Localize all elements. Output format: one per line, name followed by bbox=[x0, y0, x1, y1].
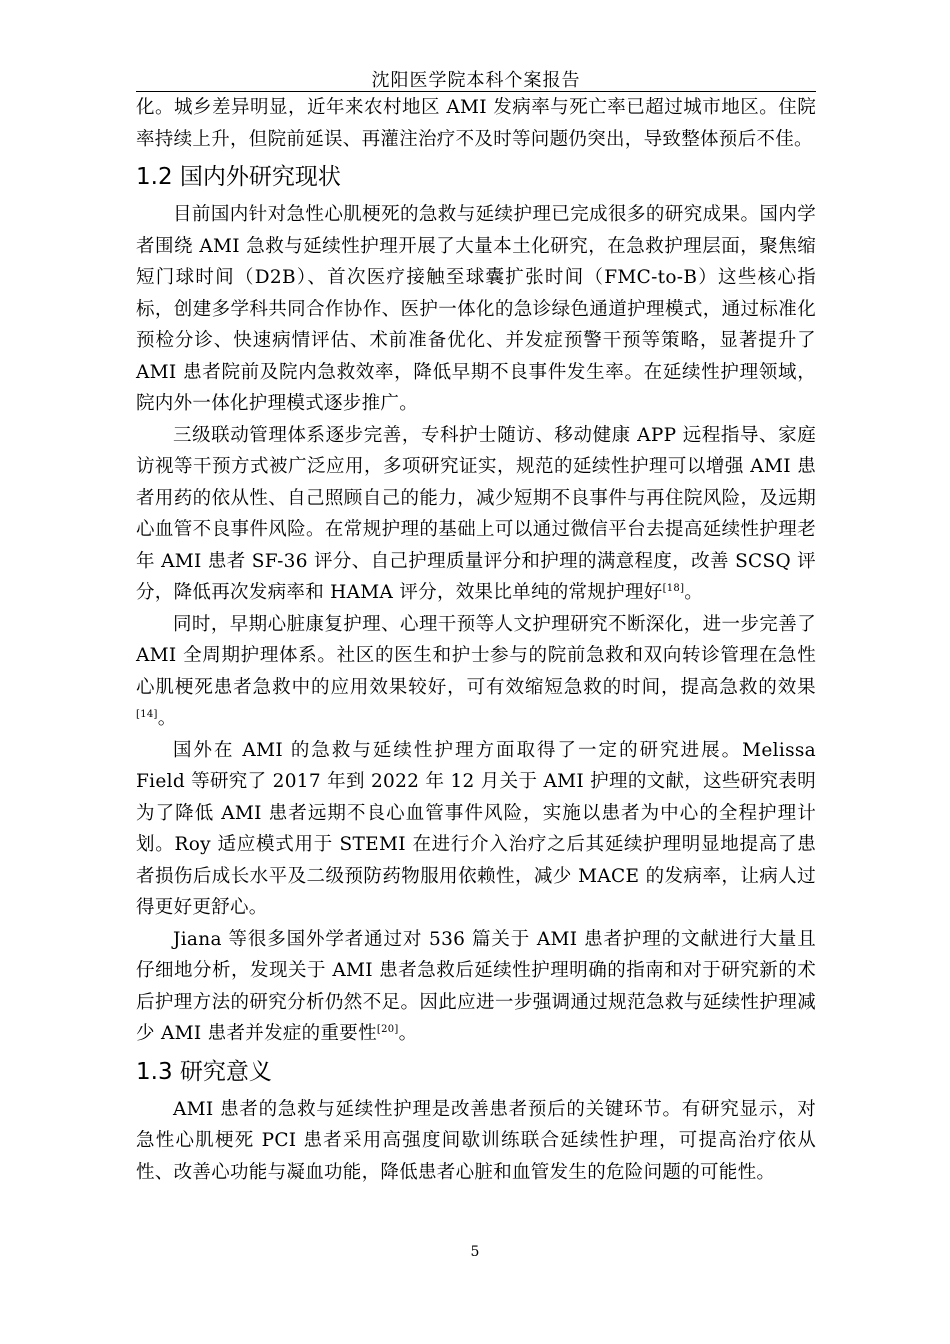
section-heading-1-2: 1.2 国内外研究现状 bbox=[136, 164, 341, 190]
paragraph-end: 。 bbox=[398, 1023, 418, 1044]
paragraph-rehabilitation bbox=[136, 609, 816, 735]
paragraph-continued: 化。城乡差异明显，近年来农村地区 AMI 发病率与死亡率已超过城市地区。住院率持续上升，但院前延误、再灌注治疗不及时等问题仍突出，导致整体预后不佳。 bbox=[136, 97, 816, 150]
paragraph-significance: AMI 患者的急救与延续性护理是改善患者预后的关键环节。有研究显示，对急性心肌梗死 PCI 患者采用高强度间歇训练联合延续性护理，可提高治疗依从性、改善心功能与凝血功能，降低患者心脏和血管发生的危险问题的可能性。 bbox=[136, 1098, 816, 1183]
running-header: 沈阳医学院本科个案报告 bbox=[371, 70, 581, 91]
paragraph-end: 。 bbox=[684, 582, 704, 603]
citation-18: [18] bbox=[662, 582, 685, 594]
paragraph-end: 。 bbox=[157, 708, 177, 729]
paragraph-domestic-research: 目前国内针对急性心肌梗死的急救与延续护理已完成很多的研究成果。国内学者围绕 AMI 急救与延续性护理开展了大量本土化研究，在急救护理层面，聚焦缩短门球时间（D2B）、首次医疗接触至球囊扩张时间（FMC-to-B）这些核心指标，创建多学科共同合作协作、医护一体化的急诊绿色通道护理模式，通过标准化预检分诊、快速病情评估、术前准备优化、并发症预警干预等策略，显著提升了 AMI 患者院前及院内急救效率，降低早期不良事件发生率。在延续性护理领域，院内外一体化护理模式逐步推广。 bbox=[136, 204, 817, 414]
paragraph-foreign-research: 国外在 AMI 的急救与延续性护理方面取得了一定的研究进展。Melissa Field 等研究了 2017 年到 2022 年 12 月关于 AMI 护理的文献，这些研究表明为了降低 AMI 患者远期不良心血管事件风险，实施以患者为中心的全程护理计划。Roy 适应模式用于 STEMI 在进行介入治疗之后其延续护理明显地提高了患者损伤后成长水平及二级预防药物服用依赖性，减少 MACE 的发病率，让病人过得更好更舒心。 bbox=[136, 739, 816, 918]
paragraph-continuity-care bbox=[136, 420, 816, 609]
paragraph-text: 同时，早期心脏康复护理、心理干预等人文护理研究不断深化，进一步完善了 AMI 全周期护理体系。社区的医生和护士参与的院前急救和双向转诊管理在急性心肌梗死患者急救中的应用效果较好，可有效缩短急救的时间，提高急救的效果 bbox=[136, 613, 817, 698]
citation-14: [14] bbox=[136, 708, 158, 720]
paragraph-text: 三级联动管理体系逐步完善，专科护士随访、移动健康 APP 远程指导、家庭访视等干预方式被广泛应用，多项研究证实，规范的延续性护理可以增强 AMI 患者用药的依从性、自己照顾自己的能力，减少短期不良事件与再住院风险，及远期心血管不良事件风险。在常规护理的基础上可以通过微信平台去提高延续性护理老年 AMI 患者 SF-36 评分、自己护理质量评分和护理的满意程度，改善 SCSQ 评分，降低再次发病率和 HAMA 评分，效果比单纯的常规护理好 bbox=[136, 424, 816, 603]
section-heading-1-3: 1.3 研究意义 bbox=[136, 1058, 272, 1085]
citation-20: [20] bbox=[376, 1023, 399, 1035]
page-number: 5 bbox=[470, 1244, 480, 1260]
body-text bbox=[136, 92, 816, 1188]
paragraph-text: Jiana 等很多国外学者通过对 536 篇关于 AMI 患者护理的文献进行大量且仔细地分析，发现关于 AMI 患者急救后延续性护理明确的指南和对于研究新的术后护理方法的研究分析仍然不足。因此应进一步强调通过规范急救与延续性护理减少 AMI 患者并发症的重要性 bbox=[136, 928, 816, 1044]
paragraph-literature-analysis bbox=[136, 924, 816, 1050]
